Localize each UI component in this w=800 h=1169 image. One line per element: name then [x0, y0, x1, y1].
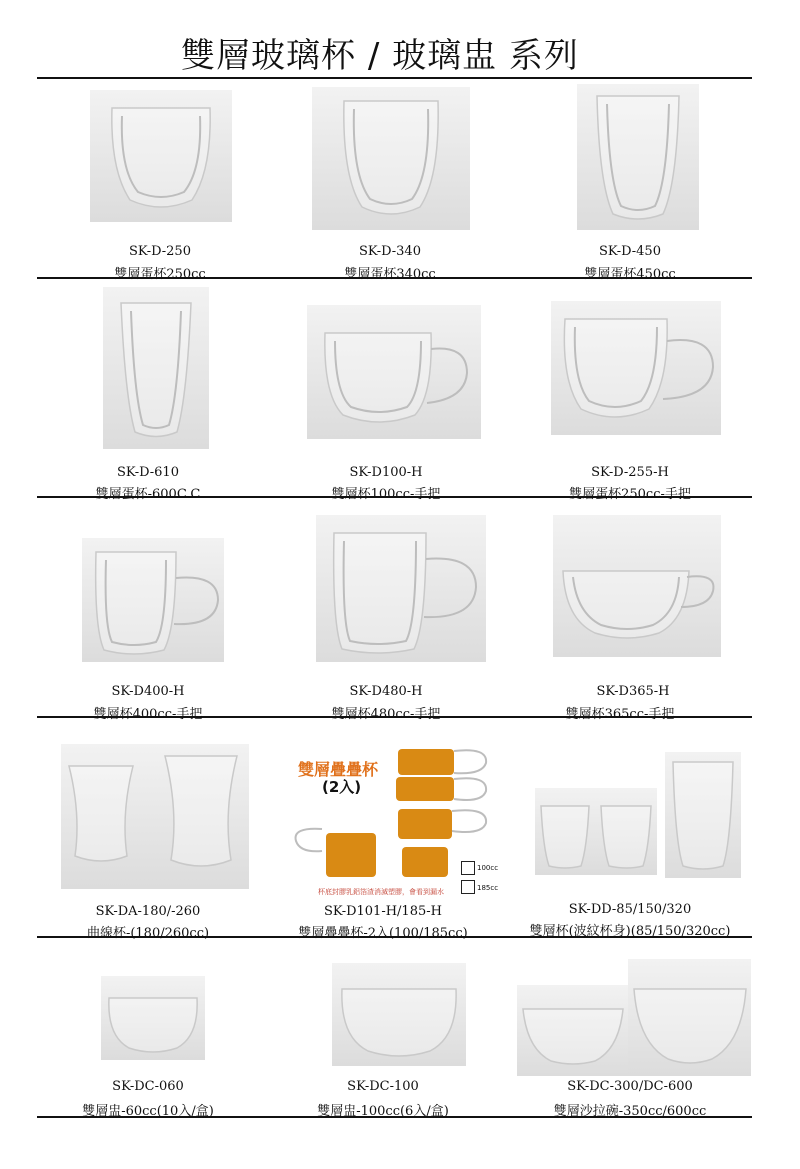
product-photo-bowl: [101, 976, 205, 1060]
promo-subtitle: (2入): [322, 778, 362, 796]
promo-footnote: 杯底封膠乳鋁箔渣消滅塑膠，會看到漏水: [318, 888, 444, 896]
size-checkbox-icon: [461, 880, 475, 894]
product-desc: 雙層蛋杯450cc: [584, 267, 676, 282]
product-code: SK-DC-060: [112, 1079, 184, 1094]
product-photo-cup: [665, 752, 741, 878]
product-desc: 雙層杯100cc-手把: [331, 487, 441, 502]
product-desc: 雙層杯(波紋杯身)(85/150/320cc): [529, 924, 731, 939]
product-photo-cup: [312, 87, 470, 230]
product-code: SK-D-250: [129, 244, 191, 259]
product-desc: 曲線杯-(180/260cc): [86, 926, 210, 941]
product-code: SK-D-610: [117, 465, 179, 480]
product-code: SK-D-255-H: [591, 465, 669, 480]
product-desc: 雙層杯365cc-手把: [565, 707, 675, 722]
size-label: 100cc: [477, 864, 499, 872]
divider: [37, 77, 752, 79]
product-code: SK-DC-100: [347, 1079, 419, 1094]
product-photo-mug: [551, 301, 721, 435]
product-code: SK-DD-85/150/320: [568, 902, 692, 917]
product-code: SK-D-450: [599, 244, 661, 259]
product-code: SK-D400-H: [111, 684, 185, 699]
product-desc: 雙層沙拉碗-350cc/600cc: [553, 1104, 707, 1119]
page-title: 雙層玻璃杯 / 玻璃盅 系列: [181, 36, 579, 76]
product-desc: 雙層蛋杯250cc-手把: [569, 487, 691, 502]
product-photo-mug: [316, 515, 486, 662]
product-code: SK-D101-H/185-H: [324, 904, 442, 919]
size-label: 185cc: [477, 884, 499, 892]
product-desc: 雙層蛋杯340cc: [344, 267, 436, 282]
product-photo-bowl: [628, 959, 751, 1076]
product-desc: 雙層疊疊杯-2入(100/185cc): [298, 926, 468, 941]
product-photo-bowl: [332, 963, 466, 1066]
product-desc: 雙層杯400cc-手把: [93, 707, 203, 722]
product-desc: 雙層蛋杯250cc: [114, 267, 206, 282]
product-code: SK-D100-H: [349, 465, 423, 480]
product-photo-cups: [535, 788, 657, 875]
size-checkbox-icon: [461, 861, 475, 875]
product-desc: 雙層盅-100cc(6入/盒): [317, 1104, 449, 1119]
product-code: SK-DC-300/DC-600: [567, 1079, 693, 1094]
product-code: SK-DA-180/-260: [95, 904, 201, 919]
product-photo-cups: [61, 744, 249, 889]
promo-title: 雙層疊疊杯: [298, 760, 379, 779]
product-photo-cup: [90, 90, 232, 222]
product-photo-cup: [553, 515, 721, 657]
product-desc: 雙層盅-60cc(10入/盒): [82, 1104, 214, 1119]
product-code: SK-D480-H: [349, 684, 423, 699]
product-photo-cup: [103, 287, 209, 449]
product-photo-bowl: [517, 985, 629, 1076]
product-desc: 雙層蛋杯-600C.C: [95, 487, 201, 502]
product-photo-cup: [577, 84, 699, 230]
product-desc: 雙層杯480cc-手把: [331, 707, 441, 722]
product-photo-mug: [82, 538, 224, 662]
product-code: SK-D-340: [359, 244, 421, 259]
product-photo-mug: [307, 305, 481, 439]
product-code: SK-D365-H: [596, 684, 670, 699]
